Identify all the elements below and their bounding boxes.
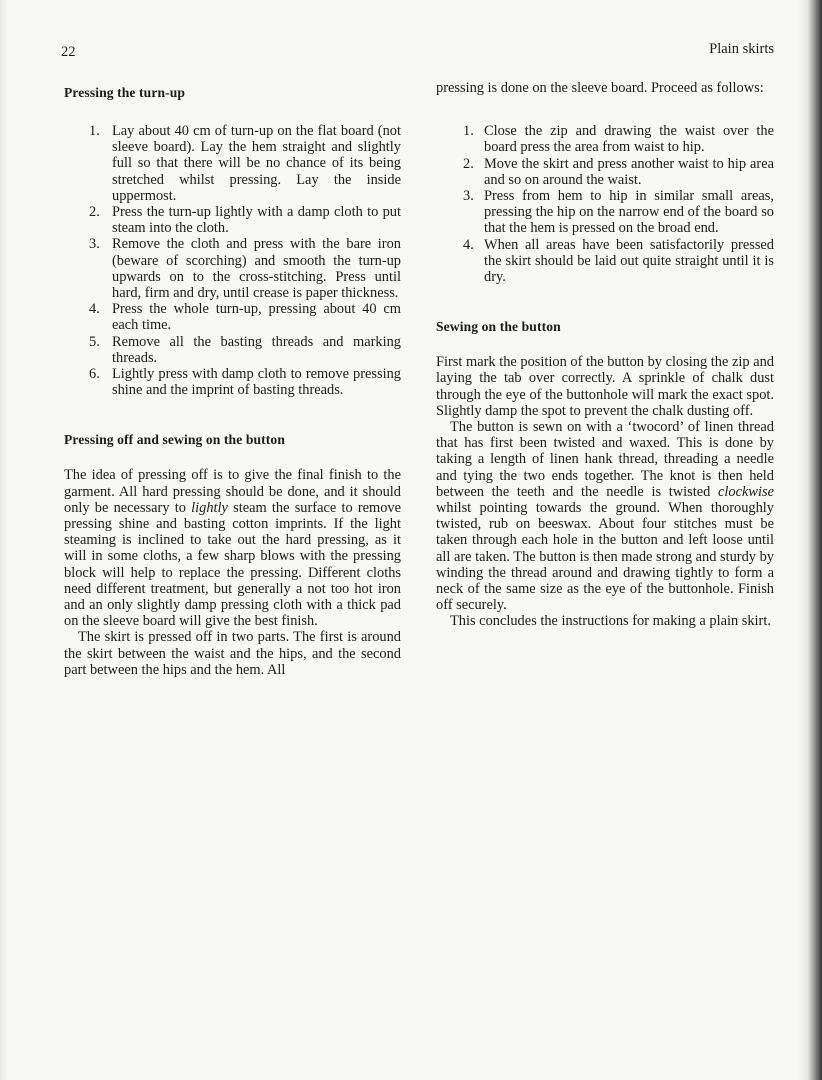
section-heading-pressing-turn-up: Pressing the turn-up <box>64 85 186 100</box>
left-column <box>64 80 401 678</box>
list-item-text: Close the zip and drawing the waist over the board press the area from waist to hip. <box>484 123 774 156</box>
list-item <box>64 204 401 236</box>
list-item-number: 6. <box>89 366 100 383</box>
body-paragraph-continuation: pressing is done on the sleeve board. Proceed as follows: <box>436 80 764 96</box>
page-number: 22 <box>61 44 76 60</box>
text-run: The button is sewn on with a ‘twocord’ of linen thread that has first been twisted and waxed. This is done by taking a length of linen hank thread, threading a needle and tying the two ends together. The knot is then held between the teeth and the needle is twisted <box>436 419 774 500</box>
right-column <box>436 80 774 630</box>
body-paragraph: The skirt is pressed off in two parts. The first is around the skirt between the waist and the hips, and the second part between the hips and the hem. All <box>64 629 401 678</box>
emphasis-text: clockwise <box>718 483 774 500</box>
list-item-text: Press from hem to hip in similar small areas, pressing the hip on the narrow end of the board so that the hem is pressed on the broad end. <box>484 188 774 237</box>
running-head: Plain skirts <box>709 41 774 57</box>
body-paragraph <box>436 419 774 613</box>
text-run: whilst pointing towards the ground. When thoroughly twisted, rub on beeswax. About four stitches must be taken through each hole in the button and left loose until all are taken. The button is then made strong and sturdy by winding the thread around and drawing tightly to form a neck of the same size as the eye of the buttonhole. Finish off securely. <box>436 500 774 614</box>
list-item-number: 1. <box>463 123 474 140</box>
list-item-number: 3. <box>89 236 100 253</box>
list-item-number: 2. <box>463 155 474 172</box>
text-run: The idea of pressing off is to give the final finish to the garment. All hard pressing should be done, and it should only be necessary to <box>64 467 401 516</box>
list-item-number: 1. <box>89 123 100 139</box>
list-item-text: Lightly press with damp cloth to remove pressing shine and the imprint of basting threads. <box>112 366 401 399</box>
list-item-number: 5. <box>89 333 100 350</box>
list-item-number: 3. <box>463 188 474 205</box>
list-item-text: Press the whole turn-up, pressing about 40 cm each time. <box>112 301 401 334</box>
text-run: steam the surface to remove pressing shine and basting cotton imprints. If the light steaming is inclined to take out the hard pressing, as it will in some cloths, a few sharp blows with the pressing block will help to replace the pressing. Different cloths need different treatment, but generally a not too hot iron and an only slightly damp pressing cloth with a thick pad on the sleeve board will give the best finish. <box>64 499 401 630</box>
page-edge-shadow-left <box>0 0 8 1080</box>
list-item-text: Remove the cloth and press with the bare iron (beware of scorching) and smooth the turn-up upwards on to the cross-stitching. Press until hard, firm and dry, until crease is paper thickness. <box>112 236 401 302</box>
list-item <box>64 236 401 301</box>
section-heading-sewing-button: Sewing on the button <box>436 319 561 335</box>
body-paragraph: First mark the position of the button by closing the zip and laying the tab over correctly. A sprinkle of chalk dust through the eye of the buttonhole will mark the exact spot. Slightly damp the spot to prevent the chalk dusting off. <box>436 354 774 419</box>
list-item-number: 2. <box>89 204 100 221</box>
list-item <box>64 123 401 204</box>
list-item-number: 4. <box>463 236 474 253</box>
list-item <box>436 123 774 155</box>
list-item <box>436 237 774 286</box>
body-paragraph: This concludes the instructions for making a plain skirt. <box>450 613 771 630</box>
pressing-steps-list <box>436 123 774 285</box>
list-item-text: When all areas have been satisfactorily pressed the skirt should be laid out quite straight until it is dry. <box>484 236 774 286</box>
emphasis-text: lightly <box>191 499 228 516</box>
list-item-text: Lay about 40 cm of turn-up on the flat board (not sleeve board). Lay the hem straight and slightly full so that there will be no chance of its being stretched whilst pressing. Lay the inside uppermost. <box>112 123 401 204</box>
turn-up-steps-list <box>64 123 401 398</box>
list-item-number: 4. <box>89 301 100 318</box>
section-heading-pressing-off: Pressing off and sewing on the button <box>64 432 285 448</box>
list-item <box>64 366 401 398</box>
body-paragraph <box>64 467 401 629</box>
list-item-text: Remove all the basting threads and marking threads. <box>112 333 401 366</box>
list-item-text: Move the skirt and press another waist to hip area and so on around the waist. <box>484 155 774 188</box>
list-item-text: Press the turn-up lightly with a damp cloth to put steam into the cloth. <box>112 204 401 237</box>
page-gutter-shadow-right <box>798 0 822 1080</box>
list-item <box>64 301 401 333</box>
list-item <box>64 334 401 366</box>
list-item <box>436 156 774 188</box>
list-item <box>436 188 774 237</box>
